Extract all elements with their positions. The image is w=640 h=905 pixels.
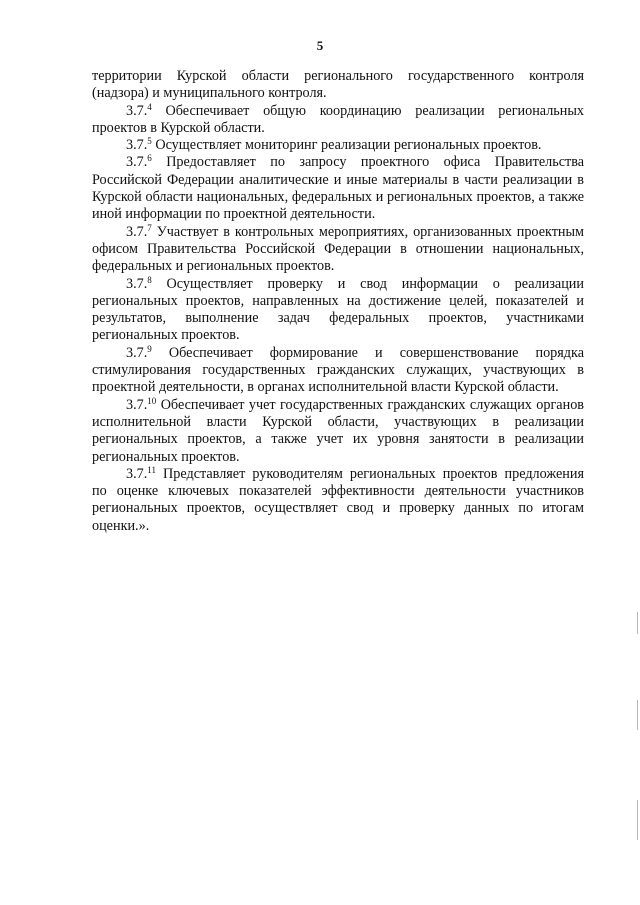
paragraph-3-7-4	[92, 103, 584, 138]
paragraph-number-superscript: 7	[147, 222, 152, 233]
paragraph-number: 3.7.$^9$	[126, 343, 152, 361]
paragraph-3-7-7	[92, 224, 584, 276]
paragraph-number-superscript: 10	[147, 395, 157, 406]
paragraph-3-7-9	[92, 345, 584, 397]
paragraph-number: 3.7.$^7$	[126, 222, 152, 240]
paragraph-number-superscript: 4	[147, 101, 152, 112]
paragraph-continuation	[92, 68, 584, 103]
paragraph-text: Участвует в контрольных мероприятиях, организованных проектным офисом Правительства Российской Федерации в отношении национальных, федеральных и региональных проектов.	[92, 223, 584, 275]
paragraph-number: 3.7.11	[126, 464, 156, 482]
paragraph-text: Предоставляет по запросу проектного офиса Правительства Российской Федерации аналитические и иные материалы в части реализации в Курской области национальных, федеральных и региональных проектов, а также иной информации по проектной деятельности.	[92, 154, 584, 223]
paragraph-number-superscript: 9	[147, 343, 152, 354]
document-body	[92, 68, 584, 535]
paragraph-number: 3.7.$^5$	[126, 136, 152, 154]
scan-edge-mark	[637, 800, 638, 840]
paragraph-text: Обеспечивает учет государственных гражданских служащих органов исполнительной власти Курской области, участвующих в реализации региональных проектов, а также учет их уровня занятости в реализации региональных проектов.	[92, 396, 584, 465]
scan-edge-mark	[637, 612, 638, 634]
paragraph-text: Обеспечивает формирование и совершенствование порядка стимулирования государственных гражданских служащих, участвующих в проектной деятельности, в органах исполнительной власти Курской области.	[92, 344, 584, 396]
page-number: 5	[316, 38, 324, 53]
paragraph-text: Осуществляет мониторинг реализации региональных проектов.	[151, 137, 542, 154]
paragraph-3-7-10	[92, 397, 584, 466]
paragraph-3-7-5	[92, 137, 584, 154]
paragraph-number: 3.7.$^6$	[126, 153, 152, 171]
paragraph-text: Осуществляет проверку и свод информации о реализации региональных проектов, направленных на достижение целей, показателей и результатов, выполнение задач федеральных проектов, участниками региональных проектов.	[92, 275, 584, 344]
paragraph-number: 3.7.10	[126, 395, 157, 413]
paragraph-text: Представляет руководителям региональных проектов предложения по оценке ключевых показателей эффективности деятельности участников региональных проектов, осуществляет свод и проверку данных по итогам оценки.».	[92, 465, 584, 534]
paragraph-3-7-8	[92, 276, 584, 345]
paragraph-text: Обеспечивает общую координацию реализации региональных проектов в Курской области.	[92, 102, 584, 136]
paragraph-number-superscript: 11	[147, 464, 156, 475]
paragraph-number-superscript: 5	[147, 136, 152, 147]
paragraph-3-7-6	[92, 154, 584, 223]
paragraph-text: территории Курской области регионального государственного контроля (надзора) и муниципального контроля.	[92, 68, 584, 102]
scan-edge-mark	[637, 700, 638, 730]
paragraph-3-7-11	[92, 466, 584, 535]
paragraph-number-superscript: 8	[147, 274, 152, 285]
paragraph-number-superscript: 6	[147, 153, 152, 164]
paragraph-number: 3.7.$^8$	[126, 274, 152, 292]
paragraph-number: 3.7.$^4$	[126, 101, 152, 119]
